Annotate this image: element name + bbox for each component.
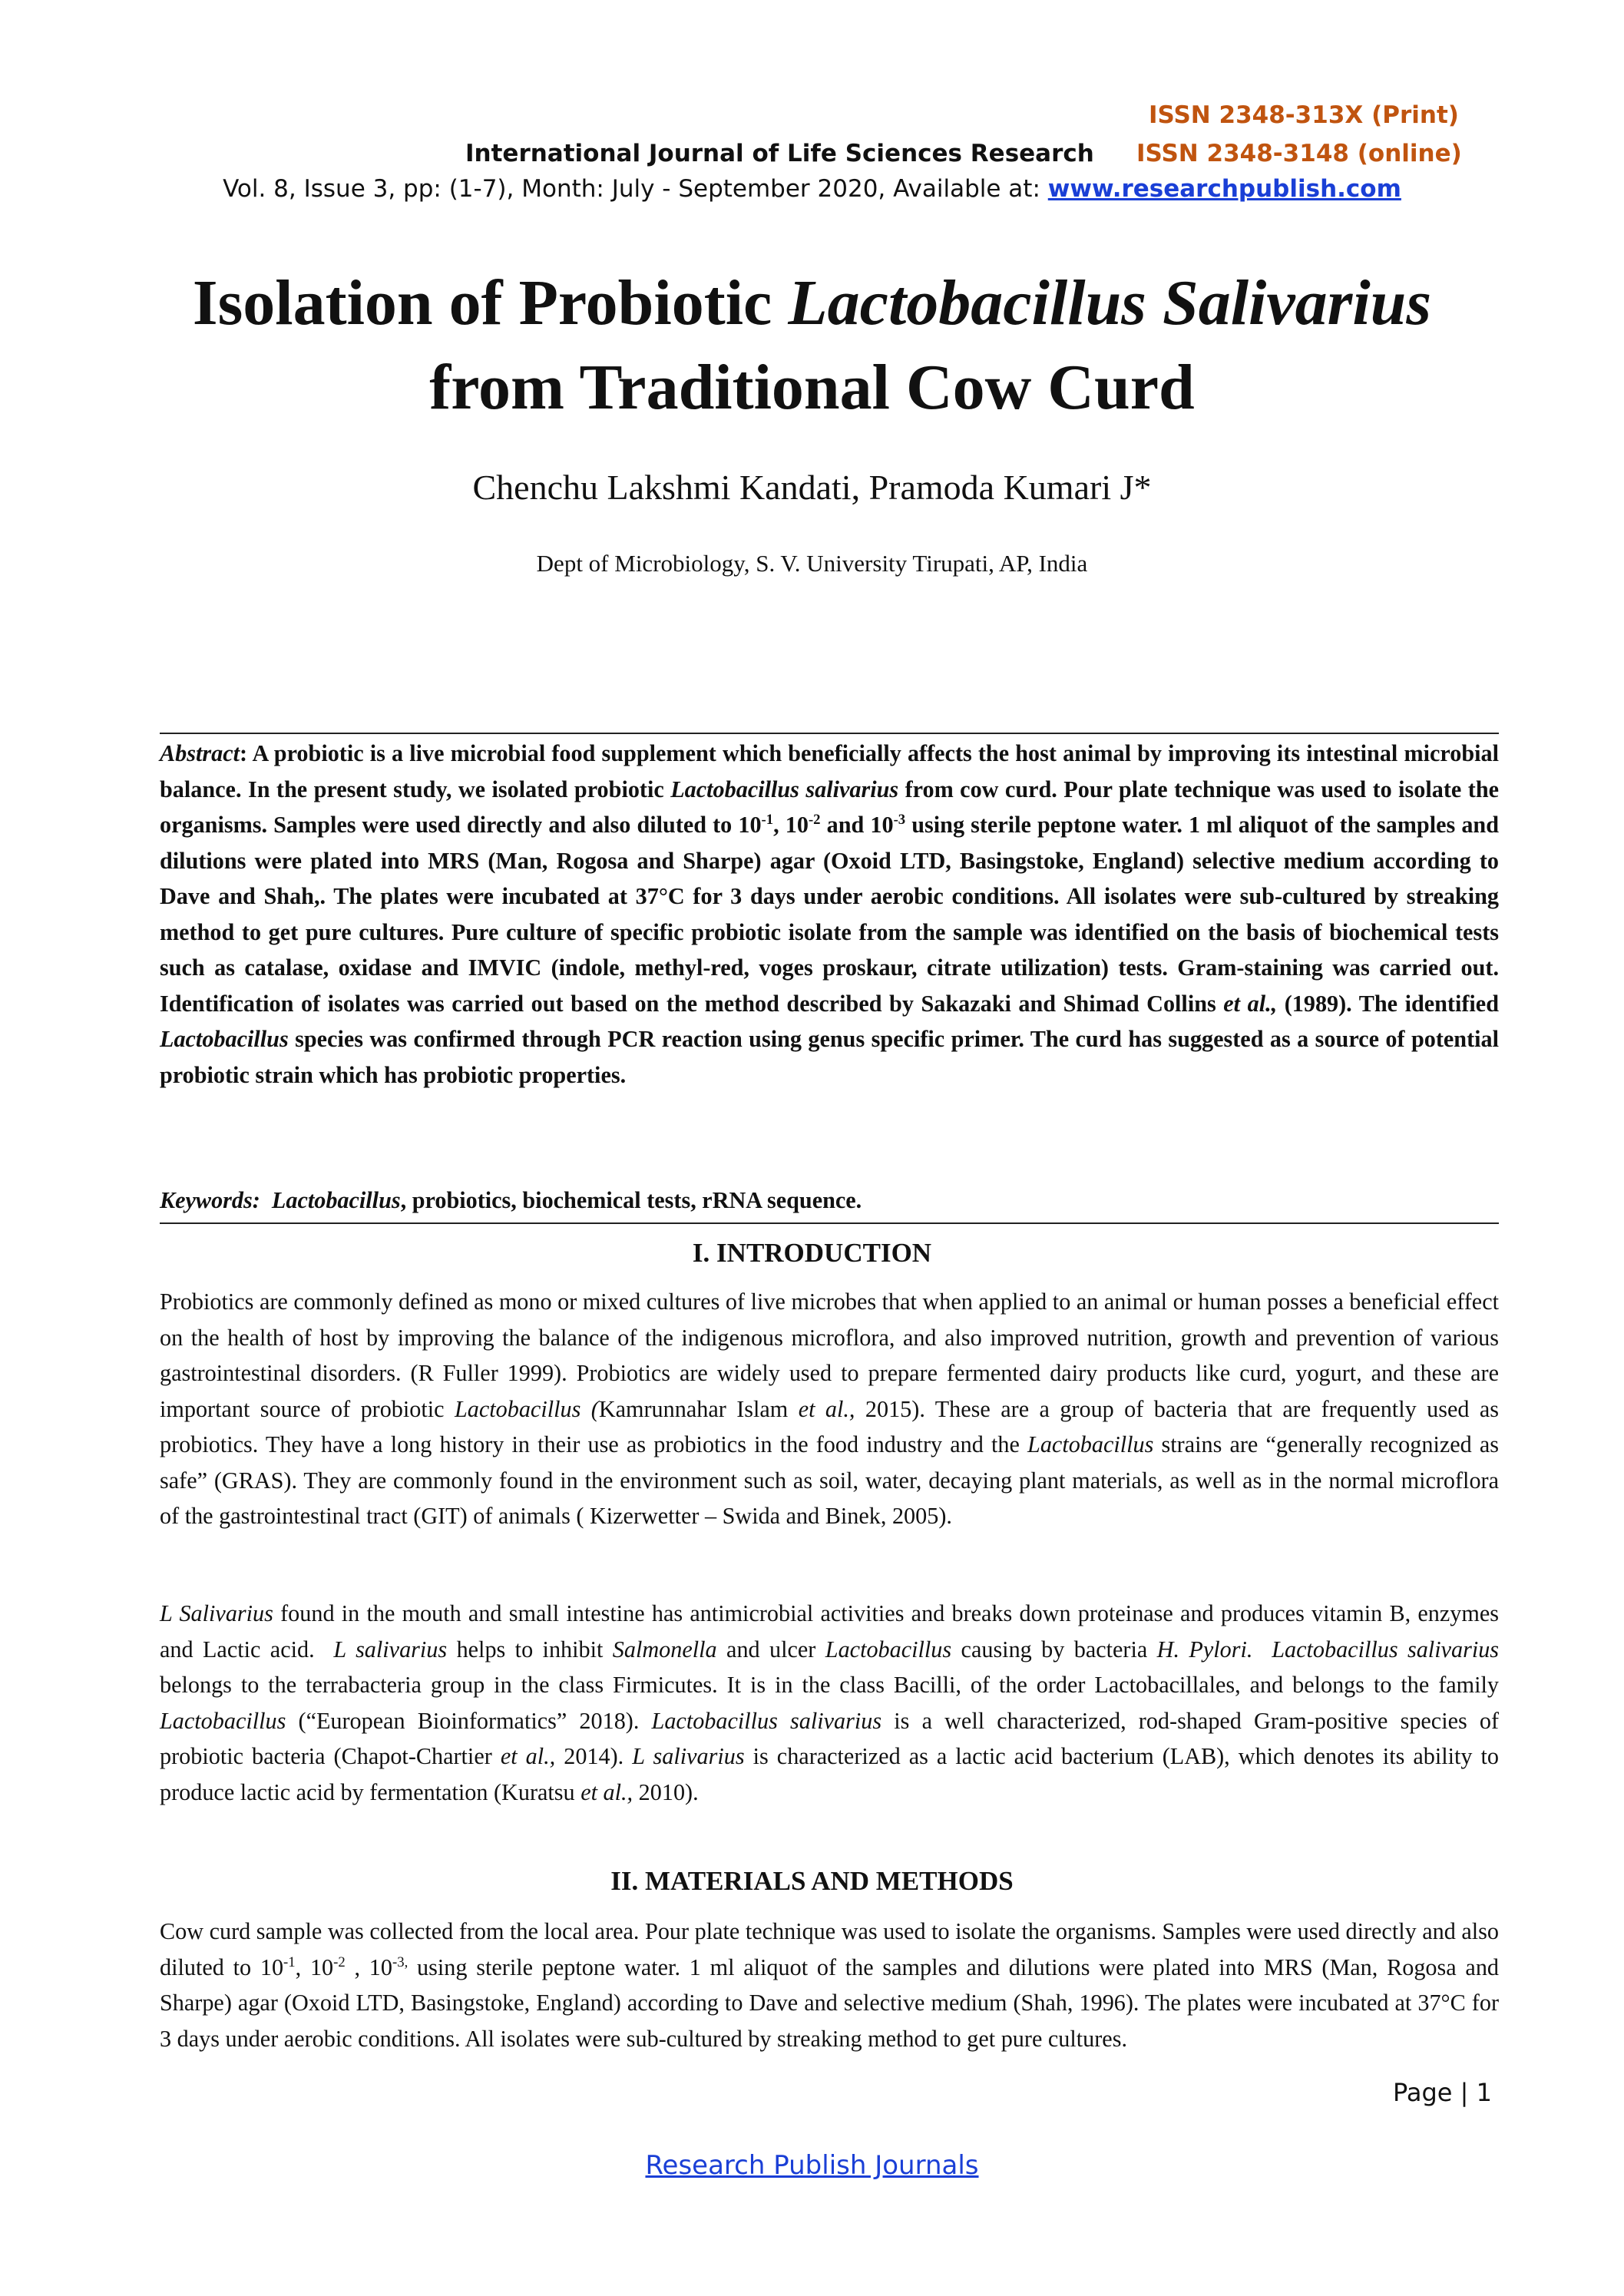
journal-url-link[interactable]: www.researchpublish.com bbox=[1047, 175, 1401, 203]
keywords-text: , probiotics, biochemical tests, rRNA sequence. bbox=[400, 1187, 862, 1213]
abstract-text: species was confirmed through PCR reaction using genus specific primer. The curd has suggested as a source of potential probiotic strain which has probiotic properties. bbox=[160, 1026, 1499, 1088]
abstract-text: using sterile peptone water. 1 ml aliquot of the samples and dilutions were plated into MRS (Man, Rogosa and Sharpe) agar (Oxoid LTD, Basingstoke, England) selective medium according to Dave and Shah,. The plates were incubated at 37°C for 3 days under aerobic conditions. All isolates were sub-cultured by streaking method to get pure cultures. Pure culture of specific probiotic isolate from the sample was identified on the basis of biochemical tests such as catalase, oxidase and IMVIC (indole, methyl-red, voges proskaur, citrate utilization) tests. Gram-staining was carried out. Identification of isolates was carried out based on the method described by Sakazaki and Shimad Collins bbox=[160, 812, 1499, 1017]
body-text: strains are “generally recognized as safe” (GRAS). They are commonly found in the environment such as soil, water, decaying plant materials, as well as in the normal microflora of the gastrointestinal tract (GIT) of animals ( Kizerwetter – Swida and Binek, 2005). bbox=[160, 1431, 1499, 1529]
body-text: helps to inhibit bbox=[456, 1636, 604, 1662]
volume-info: Vol. 8, Issue 3, pp: (1-7), Month: July - September 2020, Available at: bbox=[223, 175, 1040, 203]
species-italic: L Salivarius bbox=[160, 1600, 273, 1626]
affiliation: Dept of Microbiology, S. V. University Tirupati, AP, India bbox=[536, 550, 1088, 577]
body-text: Probiotics are commonly defined as mono or mixed cultures of live microbes that when applied to an animal or human posses a beneficial effect on the health of host by improving the balance of the indigenous microflora, and also improved nutrition, growth and prevention of various gastrointestinal disorders. (R Fuller 1999). Probiotics are widely used to prepare fermented dairy products like curd, yogurt, and these are important source of probiotic bbox=[160, 1289, 1499, 1422]
abstract-text: , 10 bbox=[773, 812, 809, 838]
abstract-species: Lactobacillus bbox=[160, 1026, 289, 1052]
body-text: Kamrunnahar Islam bbox=[598, 1395, 789, 1422]
body-text: , 10 bbox=[295, 1954, 334, 1980]
abstract-citation-italic: et al., bbox=[1223, 990, 1278, 1017]
body-text: (“European Bioinformatics” 2018). bbox=[298, 1707, 640, 1734]
publisher-link[interactable]: Research Publish Journals bbox=[645, 2150, 979, 2181]
superscript: -2 bbox=[808, 811, 821, 828]
footer bbox=[0, 2150, 1624, 2181]
abstract-text: (1989). The identified bbox=[1284, 990, 1499, 1017]
body-text: found in the mouth and small intestine has antimicrobial activities and breaks down proteinase and produces vitamin B, enzymes and Lactic acid. bbox=[160, 1600, 1499, 1662]
abstract-label: Abstract bbox=[160, 740, 240, 766]
abstract-text: from cow curd. Pour plate technique was used to isolate the organisms. Samples were used directly and also diluted to 10 bbox=[160, 776, 1500, 838]
body-text: belongs to the terrabacteria group in the class Firmicutes. It is in the class Bacilli, of the order Lactobacillales, and belongs to the family bbox=[160, 1672, 1499, 1698]
species-italic: L salivarius bbox=[333, 1636, 448, 1662]
body-text: and ulcer bbox=[726, 1636, 816, 1662]
issn-online: ISSN 2348-3148 (online) bbox=[1136, 140, 1462, 167]
species-italic: Lactobacillus bbox=[160, 1707, 286, 1734]
keywords bbox=[160, 1183, 1499, 1219]
keywords-divider bbox=[160, 1222, 1499, 1224]
abstract-text: : A probiotic is a live microbial food supplement which beneficially affects the host animal by improving its intestinal microbial balance. In the present study, we isolated probiotic bbox=[160, 740, 1499, 802]
abstract-paragraph bbox=[160, 736, 1499, 1093]
title-plain: Isolation of Probiotic bbox=[192, 267, 772, 339]
page-number: Page | 1 bbox=[1393, 2078, 1492, 2107]
superscript: -1 bbox=[761, 811, 774, 828]
introduction-paragraph-2 bbox=[160, 1596, 1499, 1810]
species-italic: Salmonella bbox=[612, 1636, 717, 1662]
section-heading-materials-methods: II. MATERIALS AND METHODS bbox=[610, 1866, 1014, 1896]
methods-paragraph-1 bbox=[160, 1914, 1499, 2056]
species-italic: H. Pylori. bbox=[1156, 1636, 1253, 1662]
species-italic: Lactobacillus ( bbox=[454, 1395, 599, 1422]
title-species: Lactobacillus Salivarius bbox=[788, 267, 1432, 339]
species-italic: Lactobacillus salivarius bbox=[651, 1707, 882, 1734]
species-italic: L salivarius bbox=[632, 1743, 745, 1769]
volume-line bbox=[0, 175, 1624, 203]
body-text: using sterile peptone water. 1 ml aliquot of the samples and dilutions were plated into MRS (Man, Rogosa and Sharpe) agar (Oxoid LTD, Basingstoke, England) according to Dave and selective medium (Shah, 1996). The plates were incubated at 37°C for 3 days under aerobic conditions. All isolates were sub-cultured by streaking method to get pure cultures. bbox=[160, 1954, 1500, 2052]
species-italic: Lactobacillus bbox=[825, 1636, 952, 1662]
paper-title-line-1 bbox=[0, 261, 1624, 346]
superscript: -3, bbox=[392, 1954, 408, 1970]
journal-name: International Journal of Life Sciences Research bbox=[465, 140, 1094, 167]
section-heading-introduction: I. INTRODUCTION bbox=[692, 1238, 932, 1268]
authors: Chenchu Lakshmi Kandati, Pramoda Kumari J* bbox=[472, 468, 1152, 507]
abstract-species: Lactobacillus salivarius bbox=[670, 776, 899, 802]
citation-italic: et al., bbox=[580, 1778, 633, 1805]
introduction-paragraph-1 bbox=[160, 1284, 1499, 1534]
keyword-species: Lactobacillus bbox=[271, 1187, 401, 1213]
top-divider bbox=[160, 733, 1499, 734]
issn-print: ISSN 2348-313X (Print) bbox=[1149, 101, 1459, 129]
body-text: is a well characterized, rod-shaped Gram-positive species of probiotic bacteria (Chapot-Chartier bbox=[160, 1707, 1500, 1769]
citation-italic: et al., bbox=[798, 1395, 855, 1422]
body-text: , 10 bbox=[354, 1954, 392, 1980]
body-text: 2010). bbox=[638, 1778, 699, 1805]
paper-title-line-2: from Traditional Cow Curd bbox=[429, 352, 1195, 423]
body-text: 2015). These are a group of bacteria that are frequently used as probiotics. They have a long history in their use as probiotics in the food industry and the bbox=[160, 1395, 1499, 1457]
superscript: -3 bbox=[893, 811, 906, 828]
superscript: -1 bbox=[283, 1954, 296, 1970]
keywords-label: Keywords: bbox=[160, 1187, 260, 1213]
citation-italic: et al., bbox=[500, 1743, 556, 1769]
body-text: 2014). bbox=[564, 1743, 624, 1769]
species-italic: Lactobacillus salivarius bbox=[1272, 1636, 1500, 1662]
body-text: Cow curd sample was collected from the local area. Pour plate technique was used to isolate the organisms. Samples were used directly and also diluted to 10 bbox=[160, 1918, 1499, 1980]
body-text: causing by bacteria bbox=[961, 1636, 1148, 1662]
superscript: -2 bbox=[333, 1954, 346, 1970]
body-text: is characterized as a lactic acid bacterium (LAB), which denotes its ability to produce lactic acid by fermentation (Kuratsu bbox=[160, 1743, 1500, 1805]
species-italic: Lactobacillus bbox=[1027, 1431, 1154, 1457]
abstract-text: and 10 bbox=[826, 812, 894, 838]
